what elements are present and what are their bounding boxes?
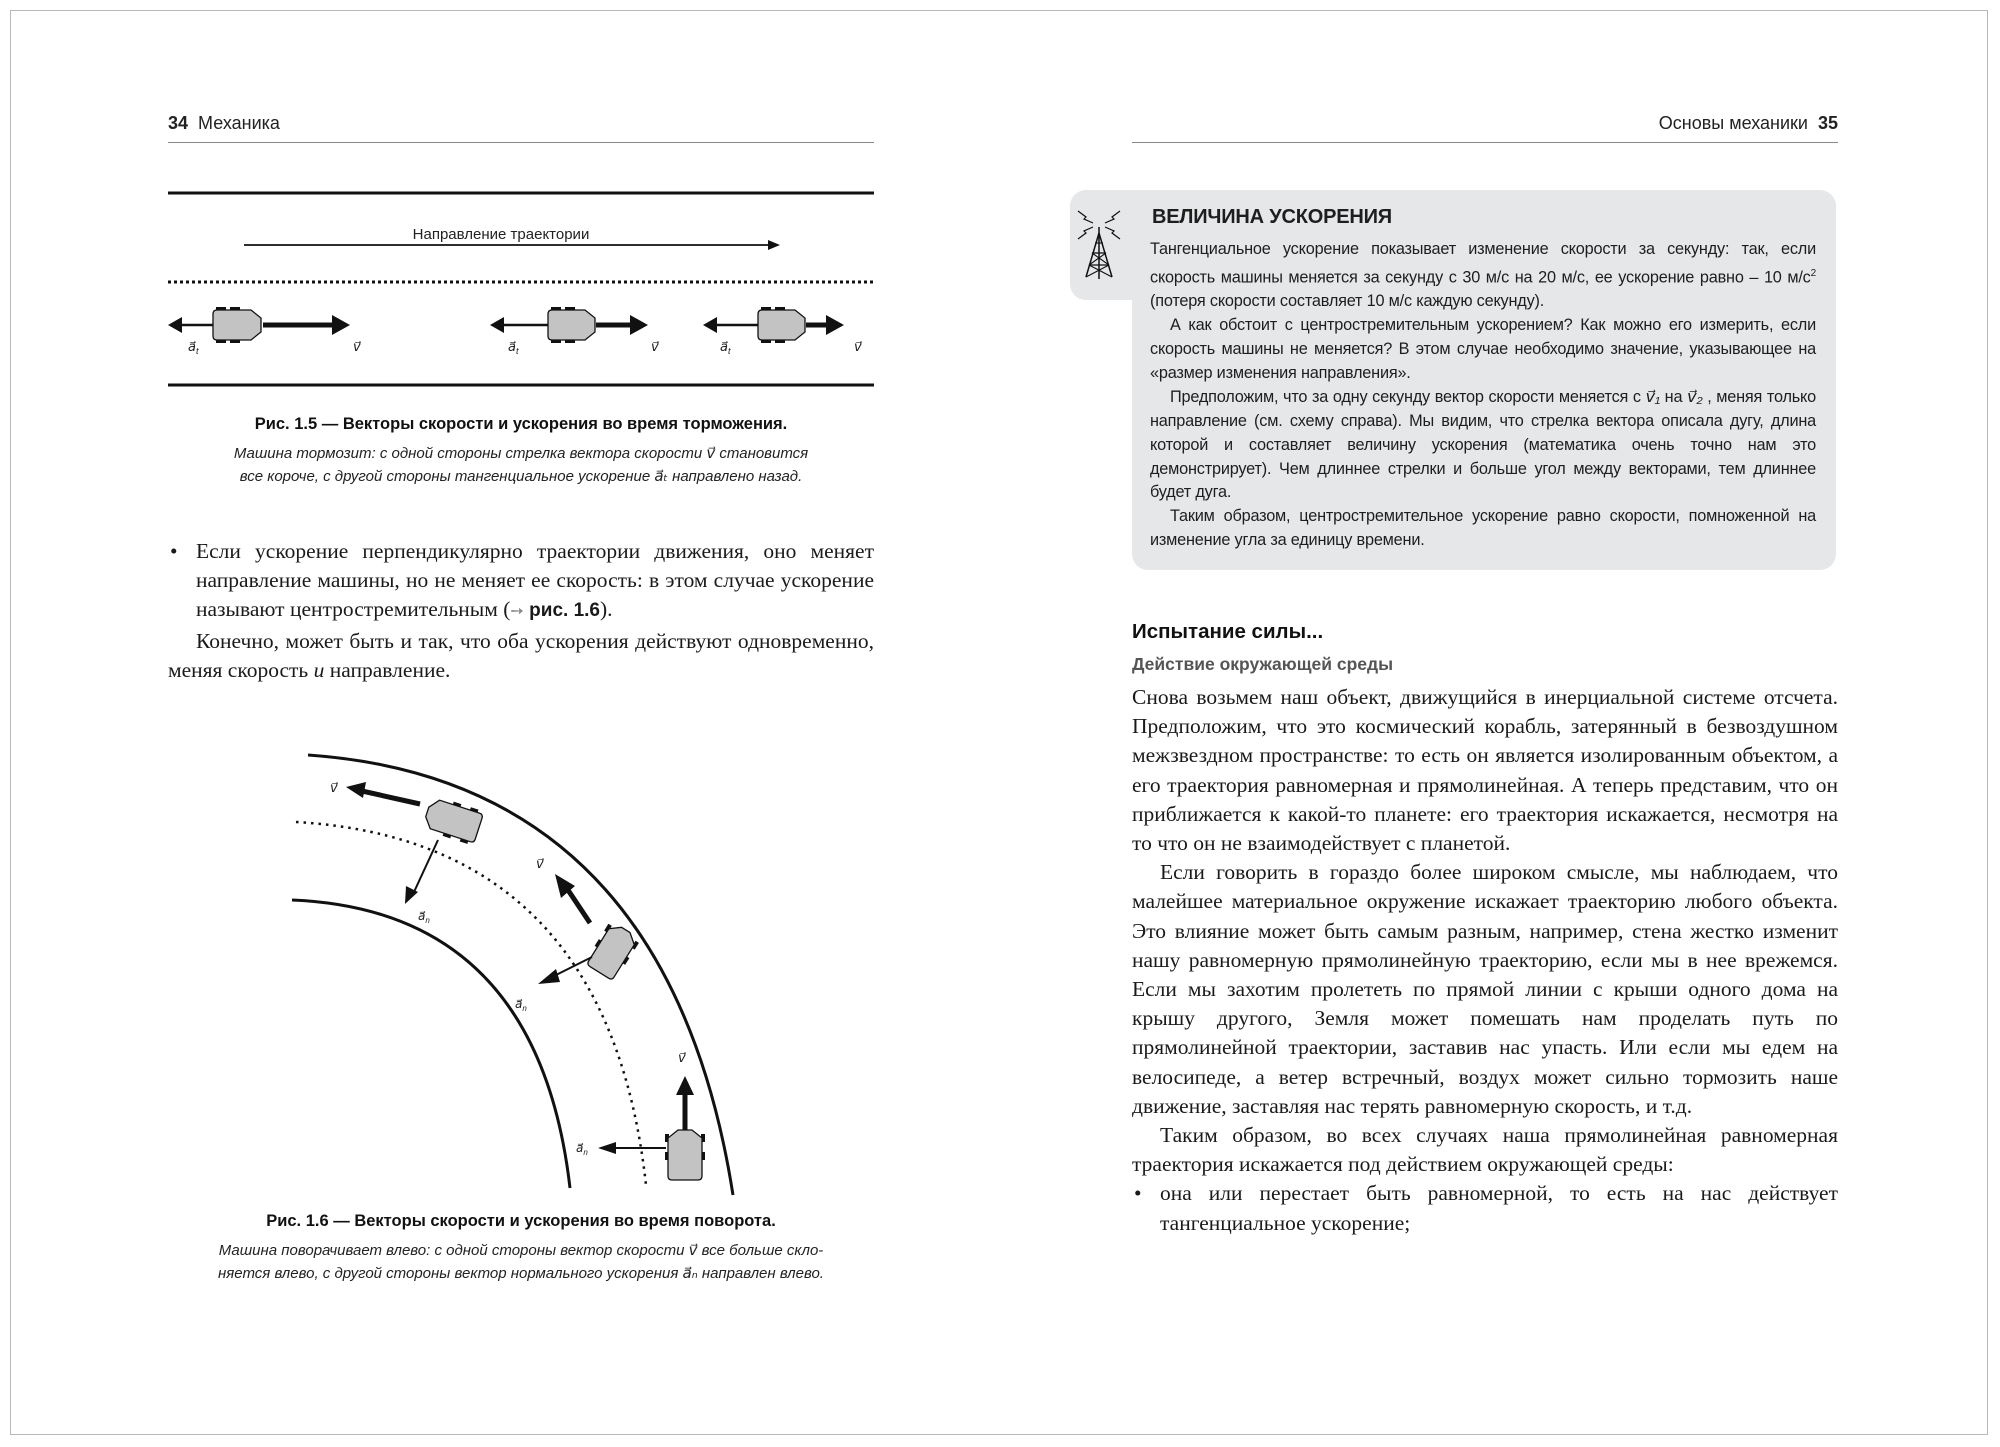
car-bottom [665, 1130, 705, 1180]
left-body-text [168, 537, 874, 685]
bullet-dot: • [1134, 1181, 1142, 1206]
svg-text:a⃗n: $a⃗_n$ [418, 909, 430, 925]
svg-text:a⃗t: $a⃗_t$ [188, 339, 199, 356]
figure-1-6-caption-title: Рис. 1.6 — Векторы скорости и ускорения во время поворота. [266, 1212, 776, 1230]
info-paragraph-1: Тангенциальное ускорение показывает изменение скорости за секунду: так, если скорость машины меняется за секунду с 30 м/с на 20 м/с, ее ускорение равно – 10 $м/с^2$ (потеря скорости составляет 10 м/с каждую секунду). [1150, 240, 1816, 311]
running-title: Механика [198, 113, 280, 133]
car-top [422, 795, 484, 846]
car-1 [168, 307, 361, 356]
figure-1-6-turning-diagram [278, 740, 758, 1200]
svg-text:a⃗t: $a⃗_t$ [720, 339, 731, 356]
trajectory-label: Направление траектории [412, 226, 590, 243]
paragraph-1: Снова возьмем наш объект, движущийся в инерциальной системе отсчета. Предположим, что это космический корабль, затерянный в безвоздушном межзвездном пространстве: то есть он является изолированным объектом, а его траектория равномерная и прямолинейная. А теперь представим, что он приближается к какой-то планете: его траектория искажается, несмотря на то что он не взаимодействует с планетой. [1132, 685, 1838, 856]
paragraph-3: Таким образом, во всех случаях наша прямолинейная равномерная траектория искажается под действием окружающей среды: [1132, 1123, 1838, 1177]
paragraph-2: Если говорить в гораздо более широком смысле, мы наблюдаем, что малейшее материальное окружение искажает траекторию любого объекта. Это влияние может быть самым разным, например, стена жестко изменит нашу равномерную прямолинейную траекторию, если мы в нее врежемся. Если мы захотим пролететь по прямой линии с крыши одного дома на крышу другого, Земля может помешать нам проделать путь по прямолинейной траектории, заставив нас упасть. Или если мы едем на велосипеде, а ветер встречный, воздух может сильно тормозить наше движение, заставляя нас терять равномерную скорость, и т.д. [1132, 860, 1838, 1118]
figure-1-6-caption-line1: Машина поворачивает влево: с одной стороны вектор скорости v⃗ все больше скло- [218, 1242, 824, 1259]
figure-1-5-braking-diagram [168, 185, 874, 395]
paragraph-both-accelerations: Конечно, может быть и так, что оба ускорения действуют одновременно, меняя скорость и направление. [168, 628, 874, 682]
car-3 [703, 307, 862, 356]
reference-arrow-icon: ➙ [510, 603, 524, 621]
figure-reference-link[interactable]: рис. 1.6 [529, 600, 600, 622]
svg-text:a⃗n: $a⃗_n$ [576, 1141, 588, 1157]
svg-text:v⃗: v⃗ [330, 780, 338, 795]
figure-1-5-caption-title: Рис. 1.5 — Векторы скорости и ускорения во время торможения. [254, 415, 788, 433]
antenna-tower-icon [1074, 205, 1124, 285]
svg-text:v⃗: v⃗ [678, 1050, 686, 1065]
page-number: 34 [168, 113, 189, 133]
info-box-title: ВЕЛИЧИНА УСКОРЕНИЯ [1152, 206, 1392, 228]
running-title: Основы механики [1658, 113, 1808, 133]
svg-text:a⃗t: $a⃗_t$ [508, 339, 519, 356]
svg-text:v⃗: v⃗ [536, 856, 544, 871]
bullet-item-tangential: • она или перестает быть равномерной, то есть на нас действует тангенциальное ускорение; [1134, 1181, 1838, 1235]
bullet-item-centripetal: • Если ускорение перпендикулярно траектории движения, оно меняет направление машины, но не меняет ее скорость: в этом случае ускорение называют центростремительным (➙ рис. 1.6). [170, 539, 874, 622]
car-middle [584, 920, 641, 981]
section-subheading: Действие окружающей среды [1132, 654, 1394, 674]
info-paragraph-2: А как обстоит с центростремительным ускорением? Как можно его измерить, если скорость машины не меняется? В этом случае необходимо значение, указывающее на «размер изменения направления». [1150, 316, 1816, 382]
page-number: 35 [1817, 113, 1838, 133]
car-2 [490, 307, 659, 356]
info-paragraph-4: Таким образом, центростремительное ускорение равно скорости, помноженной на изменение угла за единицу времени. [1150, 507, 1816, 550]
info-paragraph-3: Предположим, что за одну секунду вектор скорости меняется с v⃗₁ на v⃗₂ , меняя только направление (см. схему справа). Мы видим, что стрелка вектора описала дугу, длина которой и составляет величину ускорения (математика очень точно нам это демонстрирует). Чем длиннее стрелки и больше угол между векторами, тем длиннее будет дуга. [1150, 387, 1817, 502]
figure-1-6-caption-line2: няется влево, с другой стороны вектор нормального ускорения a⃗ₙ направлен влево. [218, 1265, 824, 1282]
bullet-dot: • [170, 539, 178, 563]
svg-text:v⃗: v⃗ [854, 339, 862, 354]
running-head-left [168, 113, 874, 143]
figure-1-5-caption-line2: все короче, с другой стороны тангенциальное ускорение a⃗ₜ направлено назад. [239, 468, 803, 485]
info-box-text [1150, 238, 1816, 553]
svg-text:v⃗: v⃗ [353, 339, 361, 354]
running-head-right [1132, 113, 1838, 143]
section-heading: Испытание силы... [1132, 620, 1324, 643]
svg-text:a⃗n: $a⃗_n$ [515, 997, 527, 1013]
right-body-text [1132, 683, 1838, 1238]
figure-1-5-caption-line1: Машина тормозит: с одной стороны стрелка вектора скорости v⃗ становится [233, 445, 809, 462]
svg-text:v⃗: v⃗ [651, 339, 659, 354]
